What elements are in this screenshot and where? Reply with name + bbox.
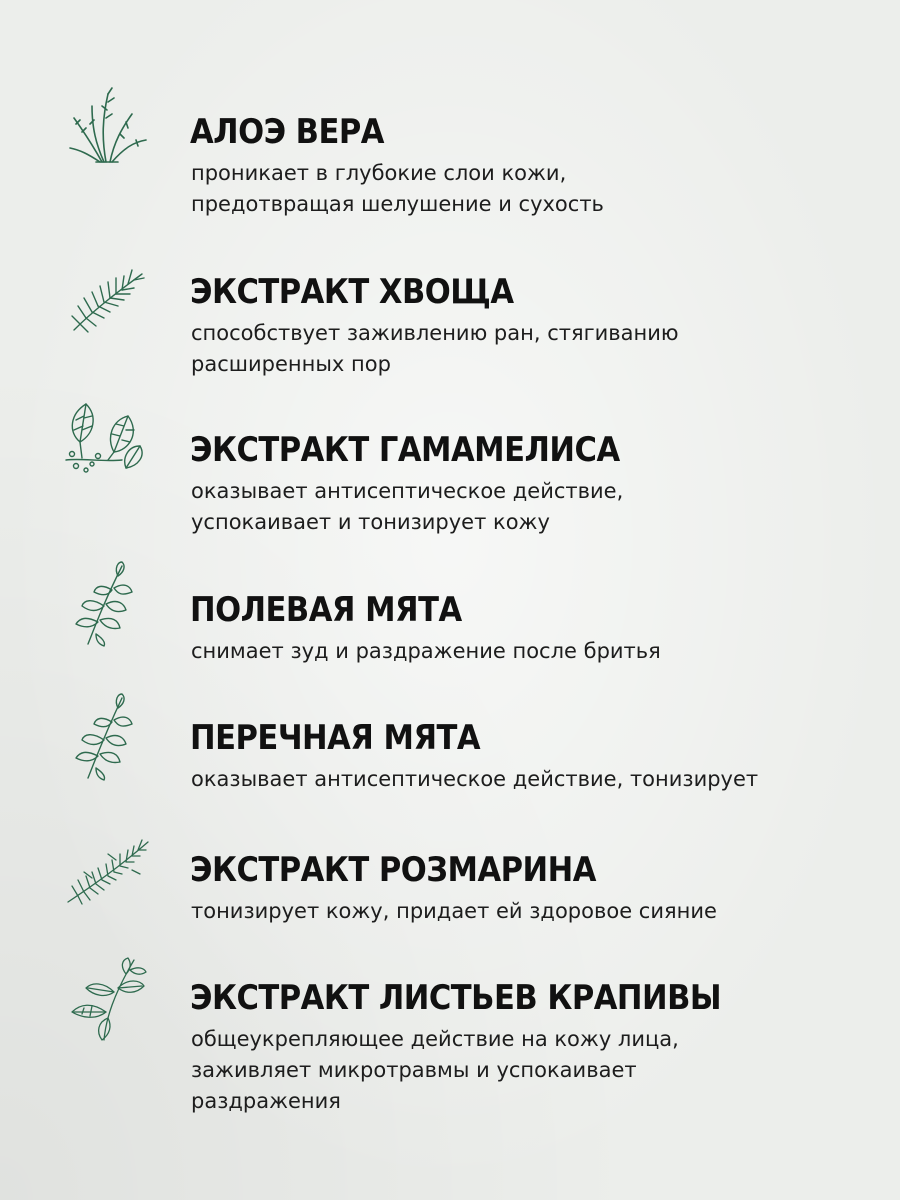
field-mint-icon bbox=[62, 558, 154, 650]
ingredient-title: ЭКСТРАКТ ГАМАМЕЛИСА bbox=[190, 430, 620, 470]
ingredient-title: ПЕРЕЧНАЯ МЯТА bbox=[190, 718, 481, 758]
witch-hazel-icon bbox=[62, 400, 154, 492]
horsetail-icon bbox=[62, 260, 154, 352]
ingredient-title: ЭКСТРАКТ ЛИСТЬЕВ КРАПИВЫ bbox=[190, 978, 722, 1018]
ingredient-title: ЭКСТРАКТ РОЗМАРИНА bbox=[190, 850, 596, 890]
ingredient-description: общеукрепляющее действие на кожу лица, заживляет микротравмы и успокаивает раздражения bbox=[191, 1027, 679, 1113]
ingredient-description: оказывает антисептическое действие, тонизирует bbox=[191, 767, 759, 791]
ingredient-description: оказывает антисептическое действие, успокаивает и тонизирует кожу bbox=[191, 479, 624, 534]
ingredient-description: тонизирует кожу, придает ей здоровое сияние bbox=[191, 899, 717, 923]
ingredient-title: ПОЛЕВАЯ МЯТА bbox=[190, 590, 462, 630]
ingredient-description: проникает в глубокие слои кожи, предотвращая шелушение и сухость bbox=[191, 161, 604, 216]
ingredient-title: АЛОЭ ВЕРА bbox=[190, 112, 384, 152]
rosemary-icon bbox=[62, 832, 154, 924]
ingredient-description: способствует заживлению ран, стягиванию расширенных пор bbox=[191, 321, 679, 376]
peppermint-icon bbox=[62, 692, 154, 784]
ingredient-description: снимает зуд и раздражение после бритья bbox=[191, 639, 661, 663]
nettle-icon bbox=[62, 952, 154, 1044]
ingredient-title: ЭКСТРАКТ ХВОЩА bbox=[190, 272, 514, 312]
aloe-icon bbox=[62, 84, 154, 176]
